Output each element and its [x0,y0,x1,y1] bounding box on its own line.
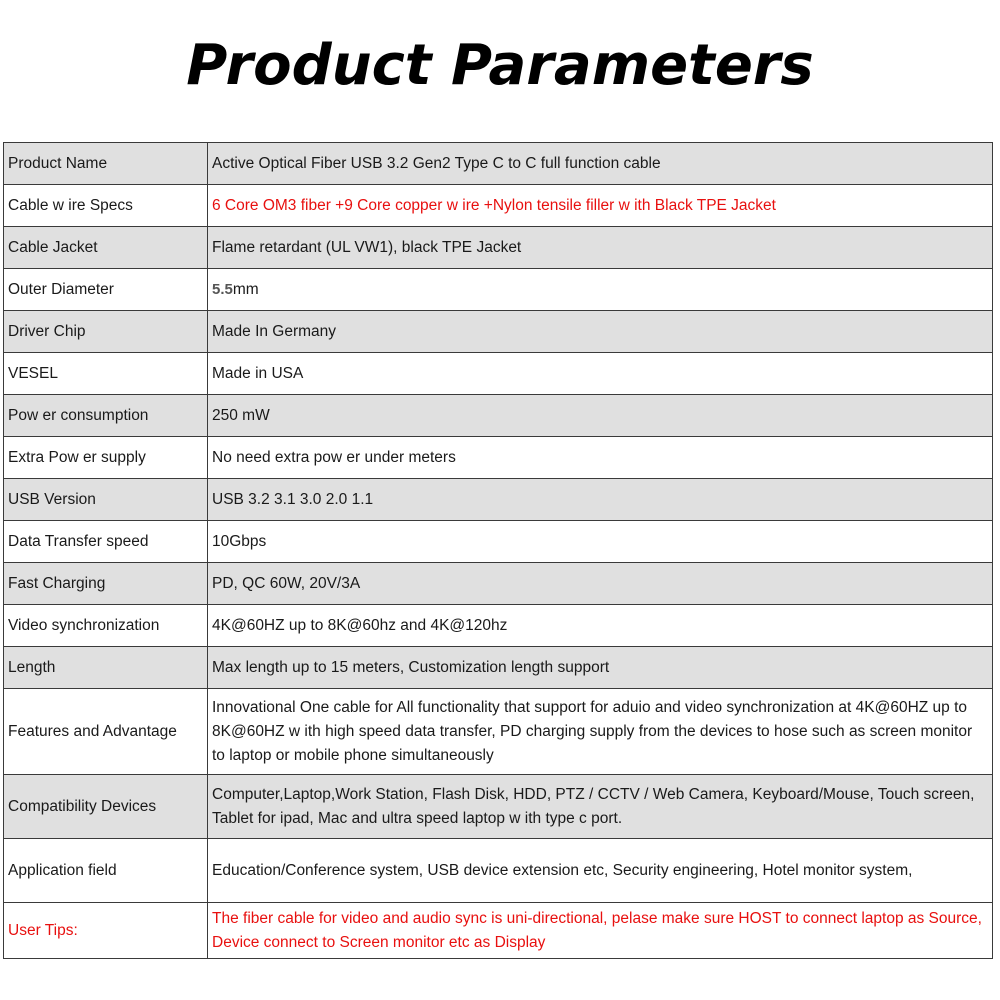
row-label: Pow er consumption [4,395,208,437]
row-label: Application field [4,839,208,903]
row-label: VESEL [4,353,208,395]
row-value: Active Optical Fiber USB 3.2 Gen2 Type C to C full function cable [208,143,993,185]
row-label: Product Name [4,143,208,185]
row-label: Features and Advantage [4,689,208,775]
row-label: Outer Diameter [4,269,208,311]
row-label: USB Version [4,479,208,521]
table-row [4,227,993,269]
outer-diameter-number: 5.5 [212,280,233,298]
row-value: 250 mW [208,395,993,437]
table-row [4,437,993,479]
row-value: Made in USA [208,353,993,395]
row-label: Driver Chip [4,311,208,353]
row-label: User Tips: [4,903,208,959]
product-parameters-table [3,142,993,959]
row-value: Max length up to 15 meters, Customization length support [208,647,993,689]
row-label: Fast Charging [4,563,208,605]
row-value: Education/Conference system, USB device extension etc, Security engineering, Hotel monitor system, [208,839,993,903]
row-label: Data Transfer speed [4,521,208,563]
table-row [4,353,993,395]
row-label: Compatibility Devices [4,775,208,839]
row-value: Computer,Laptop,Work Station, Flash Disk, HDD, PTZ / CCTV / Web Camera, Keyboard/Mouse, Touch screen, Tablet for ipad, Mac and ultra speed laptop w ith type c port. [208,775,993,839]
row-value: No need extra pow er under meters [208,437,993,479]
table-row [4,605,993,647]
table-row [4,903,993,959]
row-value: USB 3.2 3.1 3.0 2.0 1.1 [208,479,993,521]
table-row [4,185,993,227]
row-value: 10Gbps [208,521,993,563]
table-row [4,269,993,311]
table-row [4,775,993,839]
table-row [4,839,993,903]
row-value: 6 Core OM3 fiber +9 Core copper w ire +Nylon tensile filler w ith Black TPE Jacket [208,185,993,227]
row-value: 4K@60HZ up to 8K@60hz and 4K@120hz [208,605,993,647]
page-title: Product Parameters [186,33,814,98]
row-value: Innovational One cable for All functionality that support for aduio and video synchronization at 4K@60HZ up to 8K@60HZ w ith high speed data transfer, PD charging supply from the devices to hose such as screen monitor to laptop or mobile phone simultaneously [208,689,993,775]
table-row [4,647,993,689]
row-value: PD, QC 60W, 20V/3A [208,563,993,605]
row-label: Video synchronization [4,605,208,647]
row-value: Flame retardant (UL VW1), black TPE Jacket [208,227,993,269]
table-row [4,563,993,605]
table-row [4,689,993,775]
row-label: Cable w ire Specs [4,185,208,227]
row-value [208,269,993,311]
row-value: The fiber cable for video and audio sync is uni-directional, pelase make sure HOST to connect laptop as Source, Device connect to Screen monitor etc as Display [208,903,993,959]
table-row [4,311,993,353]
row-value: Made In Germany [208,311,993,353]
table-row [4,143,993,185]
row-label: Extra Pow er supply [4,437,208,479]
outer-diameter-unit: mm [232,280,259,298]
table-row [4,479,993,521]
table-row [4,521,993,563]
table-row [4,395,993,437]
row-label: Cable Jacket [4,227,208,269]
row-label: Length [4,647,208,689]
